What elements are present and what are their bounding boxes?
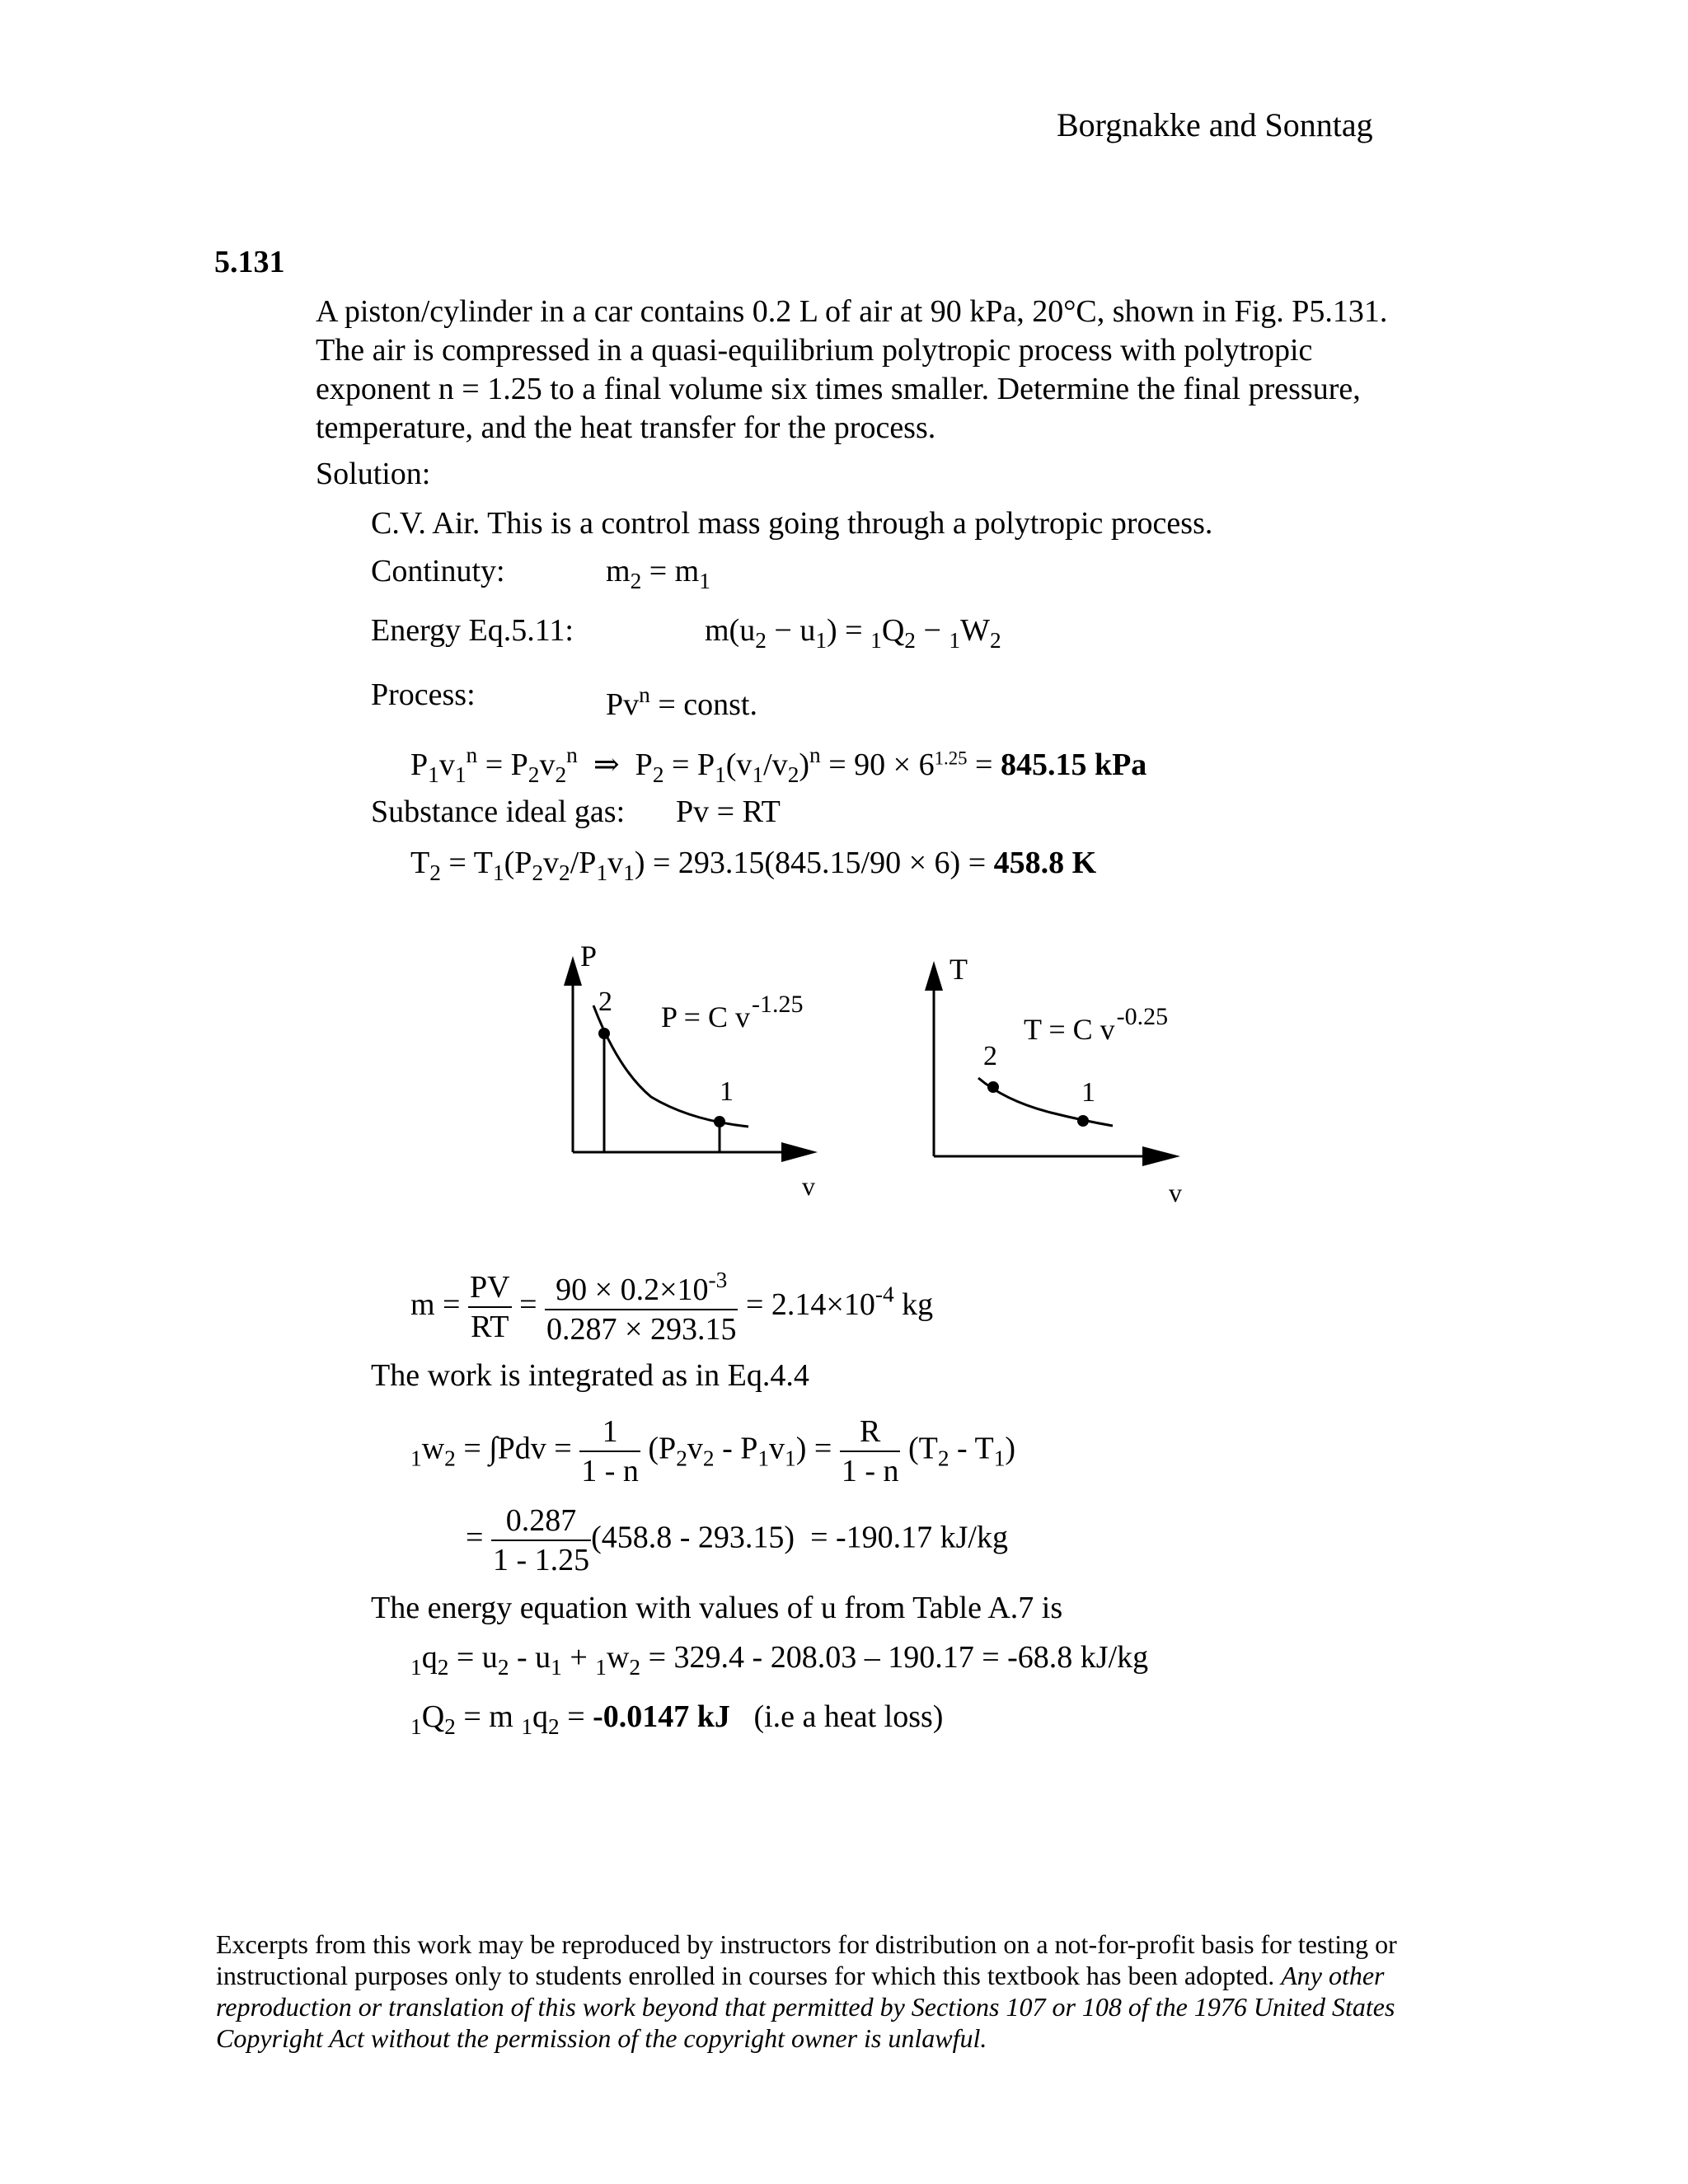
problem-statement-line: A piston/cylinder in a car contains 0.2 L of air at 90 kPa, 20°C, shown in Fig. P5.131. [316, 294, 1388, 329]
problem-number: 5.131 [214, 245, 285, 279]
pv-state-2-point [598, 1028, 610, 1039]
continuity-equation: $m_2 = m_1$ [606, 554, 710, 593]
pv-y-axis-label: P [580, 940, 598, 972]
work-equation: $_1w_2 = \int Pdv$ = $\frac{1}{1 - n}$ $(P_2v_2 - P_1v_1)$ = $\frac{R}{1 - n}$ $(T_2 - T_1)$ [410, 1414, 1016, 1488]
final-temperature-equation: $T_2 = T_1(P_2v_2/P_1v_1) = 293.15(845.15/90 \times 6) = 458.8$ K [410, 846, 1097, 885]
tv-state-1-point [1077, 1115, 1089, 1127]
heat-transfer-note: (i.e a heat loss) [753, 1699, 944, 1734]
work-numeric-equation: = $\frac{0.287}{1 - 1.25}$ (458.8 - 293.15) = -190.17 kJ/kg [466, 1503, 1008, 1577]
solution-label: Solution: [316, 457, 431, 491]
tv-y-axis-arrow [925, 961, 943, 991]
copyright-notice-regular: Excerpts from this work may be reproduced by instructors for distribution on a not-for-profit basis for testing or instructional purposes only to students enrolled in courses for which this textbook has been adopted. [216, 1929, 1397, 1990]
ideal-gas-equation: Pv = RT [676, 794, 781, 829]
problem-statement-line: The air is compressed in a quasi-equilibrium polytropic process with polytropic [316, 333, 1313, 368]
energy-equation: $m(u_2 - u_1) = _1Q_2 - _1W_2$ [705, 613, 1001, 653]
energy-intro: The energy equation with values of u from Table A.7 is [371, 1591, 1063, 1625]
pv-y-axis-arrow [564, 956, 582, 986]
problem-statement-line: temperature, and the heat transfer for the process. [316, 410, 936, 445]
continuity-label: Continuty: [371, 554, 505, 588]
control-volume-line: C.V. Air. This is a control mass going through a polytropic process. [371, 506, 1213, 541]
problem-statement-line: exponent n = 1.25 to a final volume six times smaller. Determine the final pressure, [316, 372, 1361, 406]
heat-transfer-equation: $_1Q_2 = m$ $_1q_2 = -0.0147$ kJ (i.e a heat loss) [410, 1699, 944, 1739]
final-pressure-equation: $P_1v_1^n = P_2v_2^n$ ⇒ $P_2 = P_1(v_1/v_2)^n = 90 \times 6^{1.25} = 845.15$ kPa [410, 743, 1147, 787]
pv-x-axis-label: v [802, 1171, 815, 1201]
pv-x-axis-arrow [781, 1142, 818, 1162]
copyright-notice [216, 1929, 1469, 2054]
tv-x-axis-label: v [1169, 1178, 1182, 1207]
mass-equation: m = $\frac{PV}{RT}$ = $\frac{90 \times 0.2\times 10^{-3}}{0.287 \times 293.15}$ = $2.14\times 10^{-4}$ kg [410, 1268, 934, 1347]
tv-state-2-label: 2 [983, 1041, 997, 1071]
pv-curve-exponent: -1.25 [752, 991, 804, 1018]
energy-equation-label: Energy Eq.5.11: [371, 613, 574, 648]
process-label: Process: [371, 677, 476, 712]
tv-x-axis-arrow [1142, 1146, 1180, 1166]
pv-state-1-label: 1 [720, 1076, 734, 1107]
specific-heat-transfer-equation: $_1q_2 = u_2 - u_1 + _1w_2 = 329.4 - 208.03 - 190.17 = -68.8$ kJ/kg [410, 1640, 1149, 1680]
copyright-notice-italic: Any other reproduction or translation of this work beyond that permitted by Sections 107 or 108 of the 1976 United States Copyright Act without the permission of the copyright owner is unlawful. [216, 1961, 1395, 2053]
heat-transfer-result: -0.0147 kJ [593, 1699, 730, 1734]
pv-state-1-point [714, 1116, 725, 1127]
tv-curve-equation [1024, 1003, 1168, 1046]
work-intro: The work is integrated as in Eq.4.4 [371, 1358, 809, 1393]
final-temperature-result: 458.8 K [993, 846, 1097, 880]
tv-diagram [890, 938, 1182, 1207]
pv-curve-equation [661, 991, 804, 1033]
final-pressure-result: 845.15 kPa [1000, 748, 1147, 783]
tv-state-1-label: 1 [1081, 1077, 1095, 1108]
pv-curve-label: P = C v [661, 1001, 750, 1033]
tv-curve-label: T = C v [1024, 1013, 1115, 1046]
page-header-authors: Borgnakke and Sonntag [1057, 106, 1373, 143]
pv-diagram [528, 938, 815, 1202]
tv-curve-exponent: -0.25 [1116, 1003, 1169, 1030]
pv-state-2-label: 2 [598, 987, 612, 1017]
tv-state-2-point [987, 1081, 999, 1093]
process-equation: $Pv^n$ = const. [606, 682, 757, 723]
ideal-gas-label: Substance ideal gas: [371, 794, 626, 829]
work-result: = -190.17 kJ/kg [810, 1520, 1008, 1555]
tv-y-axis-label: T [950, 953, 968, 986]
